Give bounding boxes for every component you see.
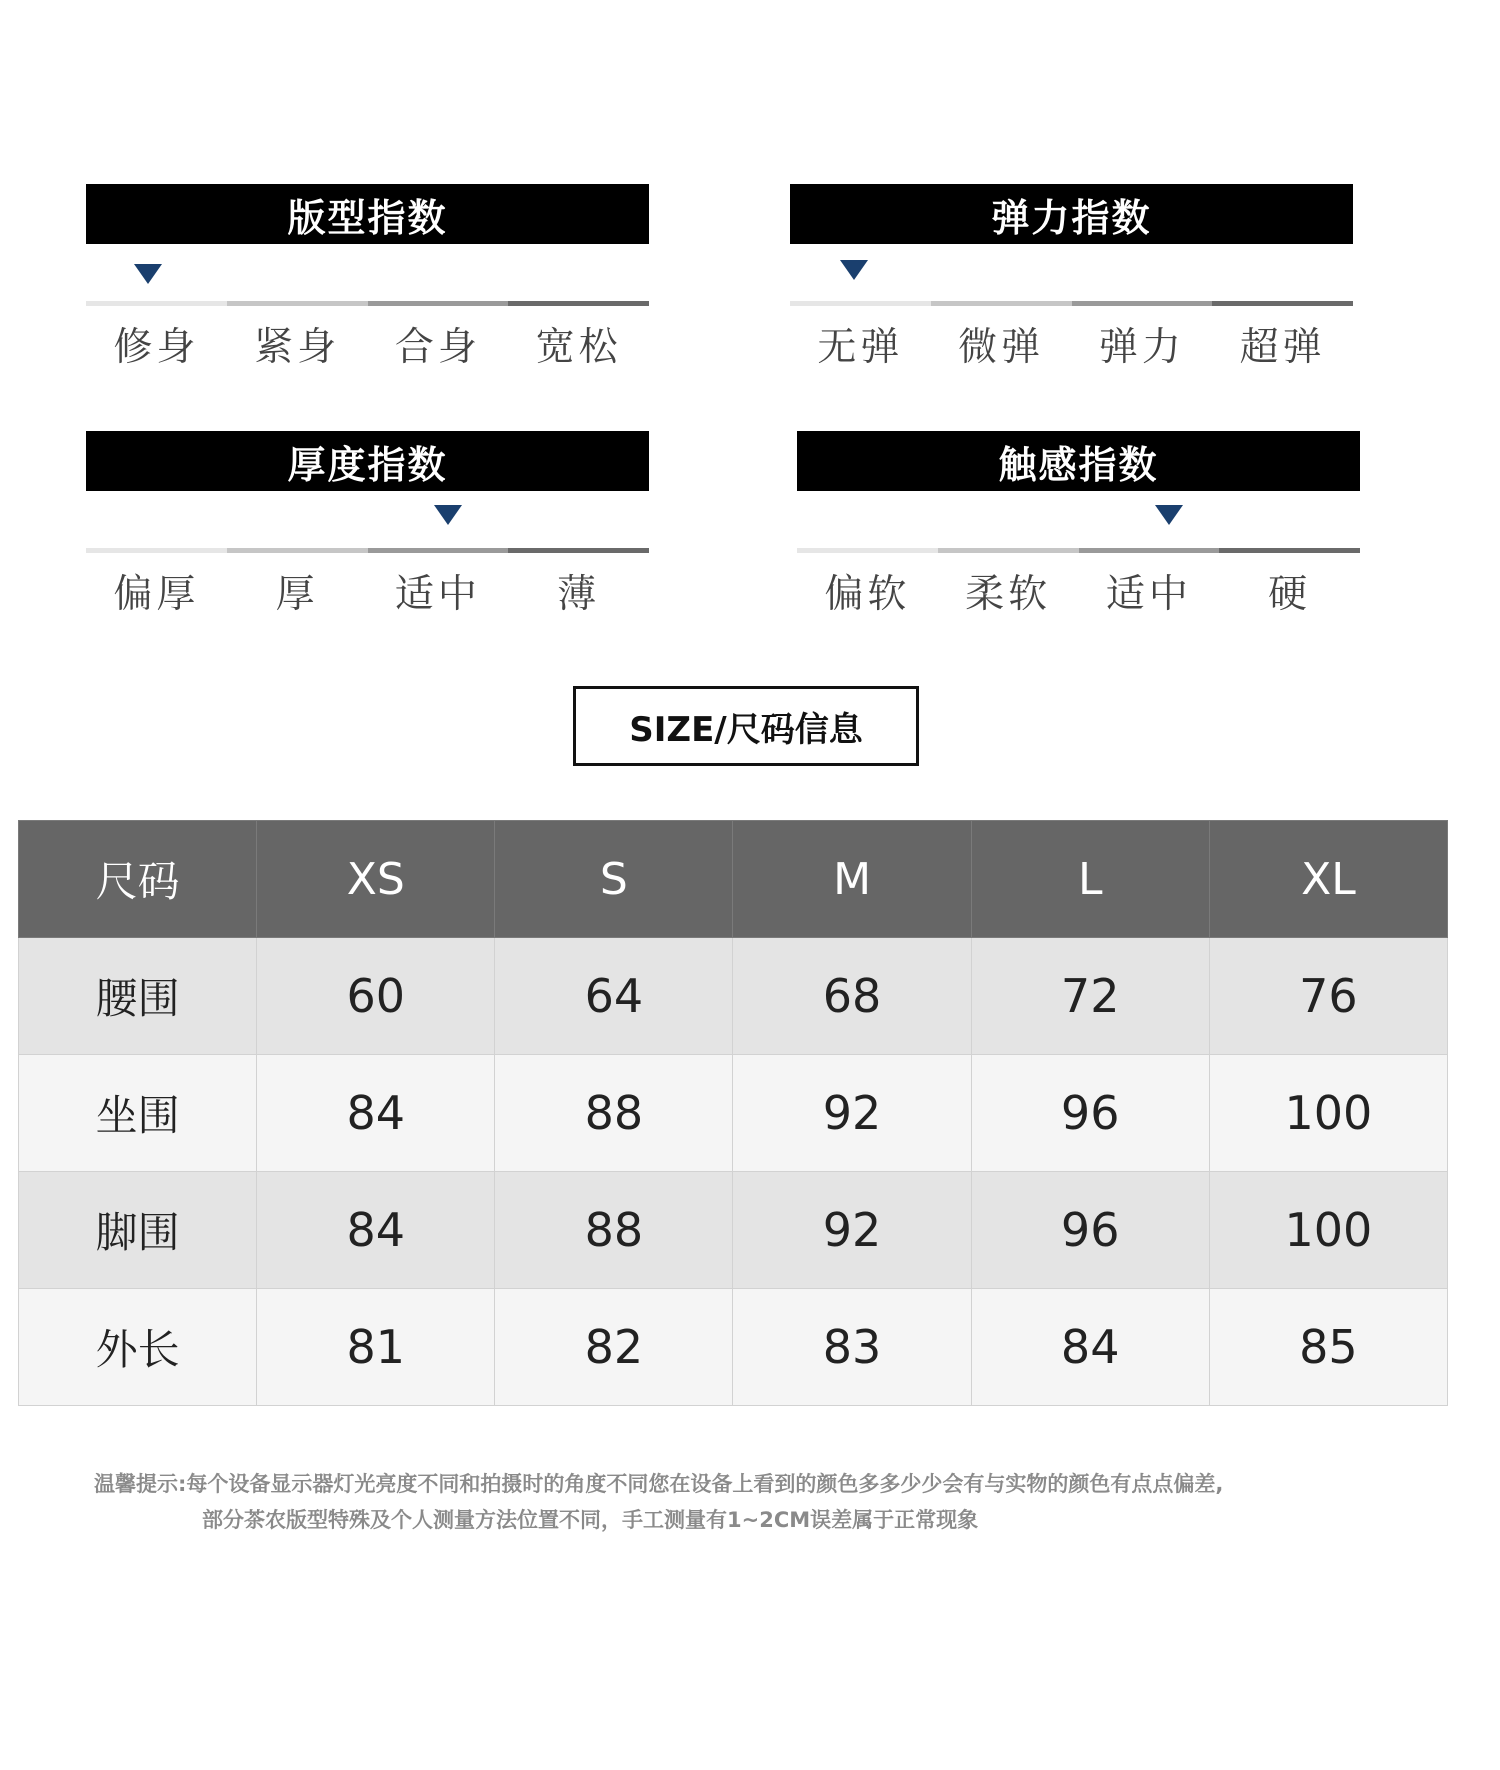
size-table [18,820,1448,1406]
scale-labels [790,316,1353,372]
indicator-triangle-icon [840,260,868,280]
panel-title: 触感指数 [797,431,1360,491]
panel-title: 厚度指数 [86,431,649,491]
table-row [19,938,1448,1055]
scale-label: 合身 [394,325,481,370]
table-cell: 92 [733,1055,971,1172]
scale-label: 偏软 [824,572,911,617]
table-cell: 84 [971,1289,1209,1406]
scale-label: 无弹 [817,325,904,370]
table-cell: 82 [495,1289,733,1406]
table-cell: 84 [257,1172,495,1289]
thickness-index-panel [86,431,649,619]
index-scale [790,244,1353,306]
row-label-cell: 坐围 [19,1055,257,1172]
notice-line: 部分茶农版型特殊及个人测量方法位置不同，手工测量有1~2CM误差属于正常现象 [202,1508,979,1532]
index-scale [86,244,649,306]
table-cell: 60 [257,938,495,1055]
scale-label: 硬 [1268,572,1312,617]
indicator-triangle-icon [434,505,462,525]
column-header: XL [1209,821,1447,938]
table-cell: 88 [495,1172,733,1289]
scale-label: 紧身 [254,325,341,370]
row-label-cell: 腰围 [19,938,257,1055]
column-header: 尺码 [19,821,257,938]
column-header: S [495,821,733,938]
elasticity-index-panel [790,184,1353,372]
table-header-row [19,821,1448,938]
scale-track [797,548,1360,553]
table-cell: 92 [733,1172,971,1289]
panel-title: 弹力指数 [790,184,1353,244]
table-cell: 96 [971,1055,1209,1172]
table-cell: 100 [1209,1055,1447,1172]
scale-label: 修身 [113,325,200,370]
column-header: M [733,821,971,938]
indicator-triangle-icon [1155,505,1183,525]
row-label-cell: 脚围 [19,1172,257,1289]
scale-track [790,301,1353,306]
table-cell: 85 [1209,1289,1447,1406]
scale-label: 弹力 [1098,325,1185,370]
row-label-cell: 外长 [19,1289,257,1406]
scale-label: 柔软 [965,572,1052,617]
table-cell: 100 [1209,1172,1447,1289]
table-cell: 84 [257,1055,495,1172]
table-cell: 68 [733,938,971,1055]
touch-index-panel [797,431,1360,619]
column-header: XS [257,821,495,938]
table-cell: 81 [257,1289,495,1406]
scale-label: 适中 [394,572,481,617]
scale-labels [86,563,649,619]
scale-label: 偏厚 [113,572,200,617]
index-scale [86,491,649,553]
scale-track [86,548,649,553]
notice-text [94,1466,1434,1538]
fit-index-panel [86,184,649,372]
panel-title: 版型指数 [86,184,649,244]
table-cell: 64 [495,938,733,1055]
table-cell: 88 [495,1055,733,1172]
table-cell: 72 [971,938,1209,1055]
scale-label: 微弹 [958,325,1045,370]
size-info-title: SIZE/尺码信息 [573,686,919,766]
scale-labels [797,563,1360,619]
notice-line: 温馨提示:每个设备显示器灯光亮度不同和拍摄时的角度不同您在设备上看到的颜色多多少少会有与实物的颜色有点点偏差, [94,1472,1224,1496]
scale-label: 厚 [275,572,319,617]
table-row [19,1289,1448,1406]
column-header: L [971,821,1209,938]
table-cell: 76 [1209,938,1447,1055]
table-cell: 96 [971,1172,1209,1289]
scale-label: 宽松 [535,325,622,370]
scale-label: 超弹 [1239,325,1326,370]
scale-label: 薄 [557,572,601,617]
indicator-triangle-icon [134,264,162,284]
table-row [19,1172,1448,1289]
table-row [19,1055,1448,1172]
scale-track [86,301,649,306]
table-cell: 83 [733,1289,971,1406]
index-scale [797,491,1360,553]
scale-labels [86,316,649,372]
scale-label: 适中 [1105,572,1192,617]
